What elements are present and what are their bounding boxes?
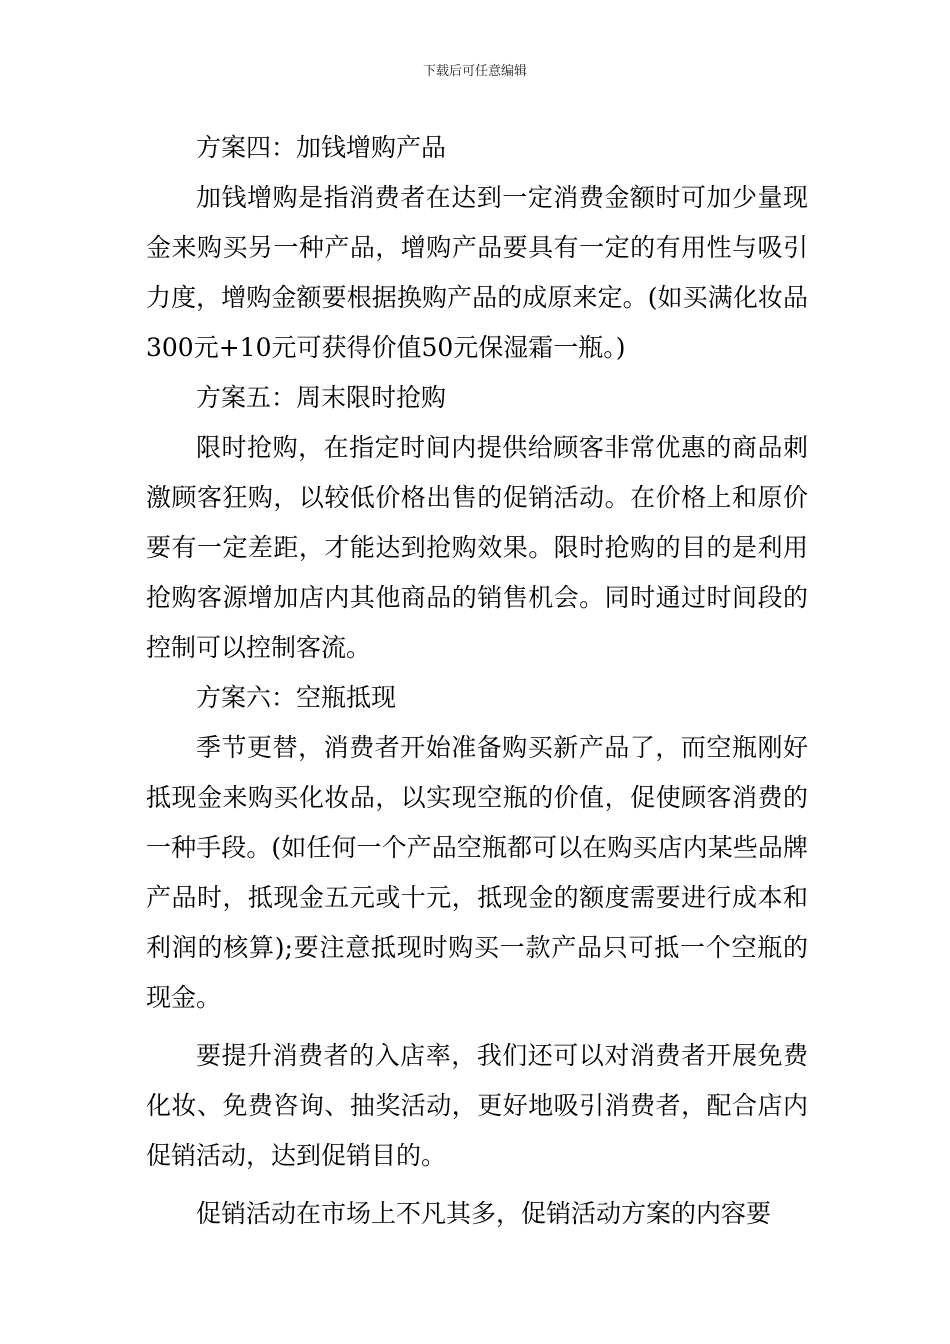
paragraph-plan-6: 季节更替，消费者开始准备购买新产品了，而空瓶刚好抵现金来购买化妆品，以实现空瓶的价值，促使顾客消费的一种手段。(如任何一个产品空瓶都可以在购买店内某些品牌产品时，抵现金五元或十元，抵现金的额度需要进行成本和利润的核算);要注意抵现时购买一款产品只可抵一个空瓶的现金。 [146,733,808,1012]
paragraph-plan-4: 加钱增购是指消费者在达到一定消费金额时可加少量现金来购买另一种产品，增购产品要具有一定的有用性与吸引力度，增购金额要根据换购产品的成原来定。(如买满化妆品300元+10元可获得价值50元保湿霜一瓶。) [146,183,808,362]
paragraph-closing: 促销活动在市场上不凡其多，促销活动方案的内容要 [196,1199,772,1228]
section-heading-plan-5: 方案五：周末限时抢购 [196,383,447,412]
section-heading-plan-6: 方案六：空瓶抵现 [196,683,397,712]
page-header: 下载后可任意编辑 [422,64,527,79]
paragraph-plan-5: 限时抢购，在指定时间内提供给顾客非常优惠的商品刺激顾客狂购，以较低价格出售的促销活动。在价格上和原价要有一定差距，才能达到抢购效果。限时抢购的目的是利用抢购客源增加店内其他商品的销售机会。同时通过时间段的控制可以控制客流。 [146,433,808,662]
paragraph-store-traffic: 要提升消费者的入店率，我们还可以对消费者开展免费化妆、免费咨询、抽奖活动，更好地吸引消费者，配合店内促销活动，达到促销目的。 [146,1041,808,1170]
document-body [146,123,808,1239]
section-heading-plan-4: 方案四：加钱增购产品 [196,133,447,162]
